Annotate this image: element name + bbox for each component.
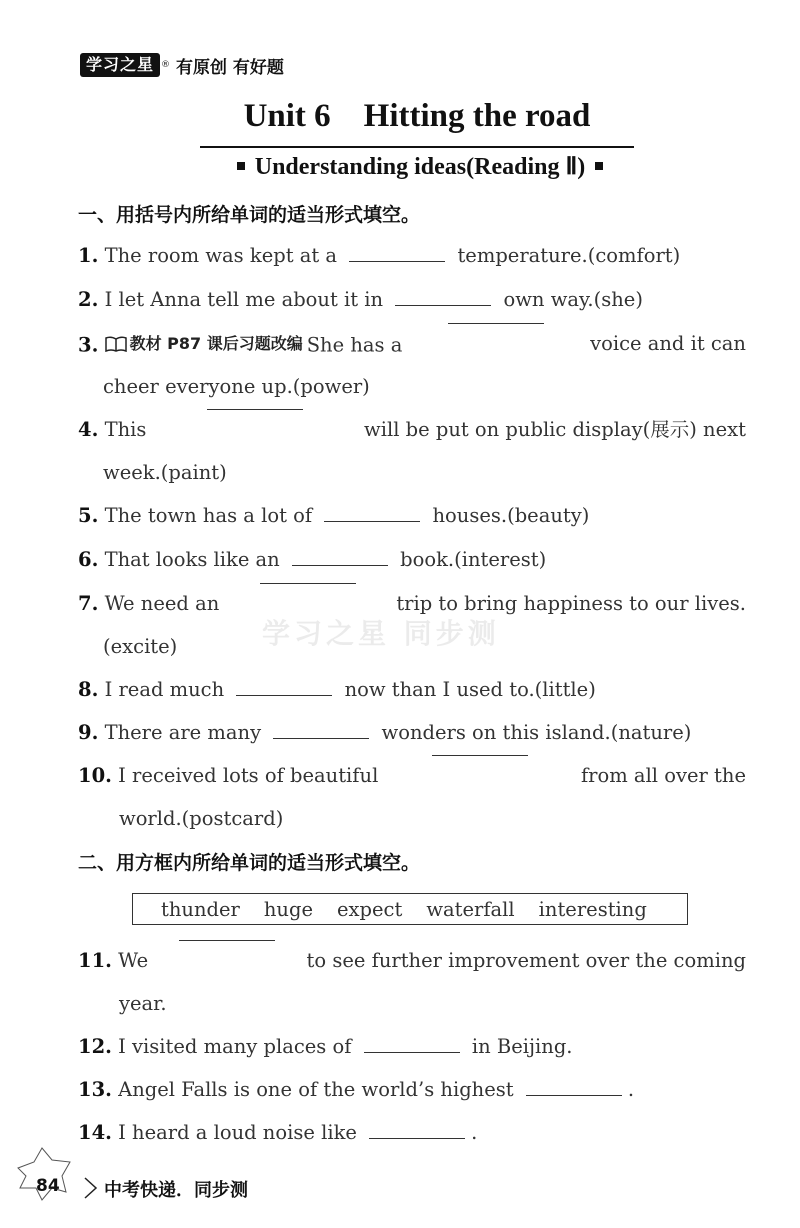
question-1 <box>78 234 746 277</box>
brand-slogan: 有原创 有好题 <box>176 57 284 78</box>
question-text: will be put on public display(展示) next <box>364 418 746 441</box>
textbook-tag-text: 教材 P87 课后习题改编 <box>129 334 303 353</box>
question-text: That looks like an <box>104 548 280 571</box>
question-text: houses.(beauty) <box>432 504 590 527</box>
square-bullet-icon <box>595 162 603 170</box>
question-text: from all over the <box>580 764 746 787</box>
question-text: The town has a lot of <box>104 504 313 527</box>
question-number: 10. <box>78 764 112 787</box>
question-text: There are many <box>104 721 262 744</box>
question-12 <box>78 1025 746 1068</box>
question-5 <box>78 494 746 537</box>
question-continuation: week.(paint) <box>103 461 227 484</box>
answer-blank[interactable] <box>448 322 544 324</box>
registered-mark: ® <box>161 60 171 70</box>
question-text: book.(interest) <box>400 548 547 571</box>
question-continuation: year. <box>119 992 167 1015</box>
word-box-item: waterfall <box>426 897 515 921</box>
page-footer <box>0 1138 400 1218</box>
brand-header <box>80 52 284 78</box>
question-continuation: cheer everyone up.(power) <box>103 375 370 398</box>
square-bullet-icon <box>237 162 245 170</box>
answer-blank[interactable] <box>324 520 420 522</box>
question-continuation: (excite) <box>103 635 178 658</box>
section-heading-2: 二、用方框内所给单词的适当形式填空。 <box>78 852 421 874</box>
word-box-item: huge <box>263 897 313 921</box>
question-number: 1. <box>78 244 99 267</box>
section-heading-1: 一、用括号内所给单词的适当形式填空。 <box>78 204 421 226</box>
brand-logo: 学习之星 <box>80 53 160 77</box>
question-text: We need an <box>104 592 220 615</box>
answer-blank[interactable] <box>432 754 528 756</box>
question-text: I heard a loud noise like <box>118 1121 357 1144</box>
question-text: wonders on this island.(nature) <box>381 721 692 744</box>
chevron-right-icon <box>82 1176 100 1200</box>
question-13 <box>78 1068 746 1111</box>
question-7 <box>78 582 746 668</box>
question-text: voice and it can <box>590 332 746 355</box>
question-text: . <box>627 1078 635 1101</box>
question-number: 12. <box>78 1035 112 1058</box>
book-icon <box>105 336 127 352</box>
question-6 <box>78 538 746 581</box>
word-box-item: interesting <box>538 897 647 921</box>
question-number: 6. <box>78 548 99 571</box>
answer-blank[interactable] <box>260 582 356 584</box>
question-number: 13. <box>78 1078 112 1101</box>
question-text: We <box>118 949 149 972</box>
question-number: 4. <box>78 418 99 441</box>
question-text: The room was kept at a <box>104 244 338 267</box>
textbook-tag <box>105 322 303 365</box>
question-text: own way.(she) <box>503 288 643 311</box>
question-8 <box>78 668 746 711</box>
question-text: now than I used to.(little) <box>344 678 596 701</box>
question-text: I received lots of beautiful <box>118 764 379 787</box>
question-11 <box>78 939 746 1025</box>
question-text: in Beijing. <box>471 1035 573 1058</box>
question-continuation: world.(postcard) <box>119 807 284 830</box>
answer-blank[interactable] <box>349 260 445 262</box>
question-text: I read much <box>104 678 225 701</box>
answer-blank[interactable] <box>395 304 491 306</box>
unit-title: Unit 6 Hitting the road <box>243 98 591 134</box>
answer-blank[interactable] <box>236 694 332 696</box>
question-text: . <box>471 1121 478 1144</box>
question-text: temperature.(comfort) <box>457 244 681 267</box>
question-number: 9. <box>78 721 99 744</box>
question-number: 2. <box>78 288 99 311</box>
watermark: 学习之星 同步测 <box>262 617 500 650</box>
question-text: Angel Falls is one of the world’s highest <box>118 1078 514 1101</box>
word-box <box>132 893 688 925</box>
lesson-title-text: Understanding ideas(Reading Ⅱ) <box>254 154 586 180</box>
question-2 <box>78 278 746 321</box>
title-divider <box>200 146 634 148</box>
answer-blank[interactable] <box>179 939 275 941</box>
answer-blank[interactable] <box>207 408 303 410</box>
question-10 <box>78 754 746 840</box>
answer-blank[interactable] <box>273 737 369 739</box>
question-9 <box>78 711 746 754</box>
question-number: 8. <box>78 678 99 701</box>
question-number: 5. <box>78 504 99 527</box>
page-number: 84 <box>36 1176 60 1196</box>
question-text: She has a <box>306 333 403 357</box>
question-text: This <box>104 418 147 441</box>
question-text: I let Anna tell me about it in <box>104 288 384 311</box>
word-box-item: thunder <box>161 897 240 921</box>
question-text: trip to bring happiness to our lives. <box>396 592 746 615</box>
lesson-title <box>0 152 800 181</box>
question-text: I visited many places of <box>118 1035 352 1058</box>
question-text: to see further improvement over the coming <box>306 949 746 972</box>
word-box-item: expect <box>337 897 403 921</box>
answer-blank[interactable] <box>526 1094 622 1096</box>
question-number: 3. <box>78 333 99 357</box>
footer-slogan: 中考快递．同步测 <box>104 1180 248 1201</box>
question-number: 7. <box>78 592 99 615</box>
question-number: 14. <box>78 1121 112 1144</box>
question-4 <box>78 408 746 494</box>
question-3 <box>78 322 746 408</box>
question-number: 11. <box>78 949 112 972</box>
answer-blank[interactable] <box>364 1051 460 1053</box>
answer-blank[interactable] <box>292 564 388 566</box>
